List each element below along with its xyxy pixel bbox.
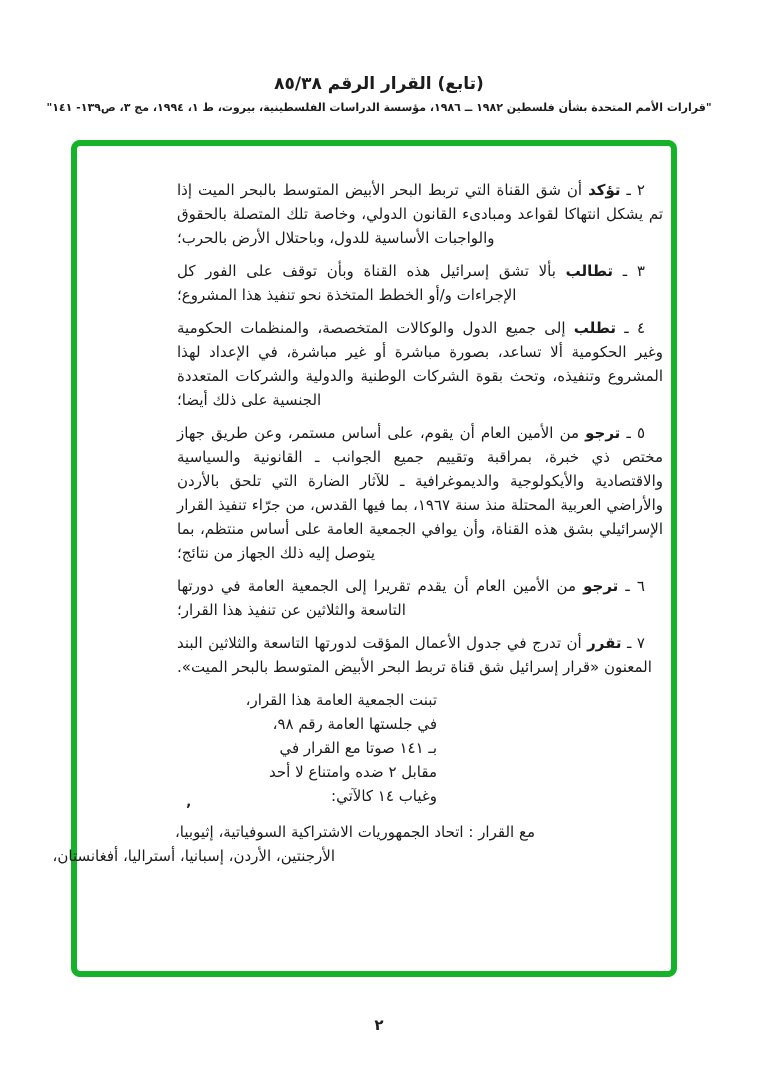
paragraph-number: ٤ ـ <box>624 319 645 337</box>
page-number: ٢ <box>374 1016 384 1034</box>
adoption-line: تبنت الجمعية العامة هذا القرار، <box>245 691 437 709</box>
vote-list <box>52 820 663 868</box>
adoption-note <box>177 688 437 808</box>
paragraph-text: أن شق القناة التي تربط البحر الأبيض المتوسط بالبحر الميت إذا تم يشكل انتهاكا لقواعد ومبادىء القانون الدولي، وخاصة تلك المتصلة بالحقوق والواجبات الأساسية للدول، وباحتلال الأرض بالحرب؛ <box>177 181 663 247</box>
document-header <box>0 74 758 114</box>
operative-verb: تطلب <box>573 319 617 337</box>
vote-line: الأرجنتين، الأردن، إسبانيا، أستراليا، أفغانستان، <box>52 847 335 865</box>
resolution-paragraph <box>177 421 663 565</box>
operative-verb: تطالب <box>565 262 614 280</box>
resolution-paragraph <box>177 316 663 412</box>
paragraph-number: ٦ ـ <box>625 577 645 595</box>
adoption-line: مقابل ٢ ضده وامتناع لا أحد <box>269 763 437 781</box>
paragraph-text: بألا تشق إسرائيل هذه القناة وبأن توقف على الفور كل الإجراءات و/أو الخطط المتخذة نحو تنفيذ هذا المشروع؛ <box>177 262 556 304</box>
paragraph-text: من الأمين العام أن يقدم تقريرا إلى الجمعية العامة في دورتها التاسعة والثلاثين عن تنفيذ هذا القرار؛ <box>177 577 577 619</box>
document-title: (تابع) القرار الرقم ٨٥/٣٨ <box>274 74 484 94</box>
resolution-paragraph <box>177 574 663 622</box>
operative-verb: تؤكد <box>588 181 621 199</box>
paragraph-number: ٧ ـ <box>627 634 645 652</box>
vote-line: مع القرار : اتحاد الجمهوريات الاشتراكية السوفياتية، إثيوبيا، <box>174 823 535 841</box>
footnote-mark: ٬ <box>186 802 192 818</box>
paragraph-text: إلى جميع الدول والوكالات المتخصصة، والمنظمات الحكومية وغير الحكومية ألا تساعد، بصورة مباشرة أو غير مباشرة، في الإعداد لهذا المشروع وتنفيذه، وتحث بقوة الشركات الوطنية والدولية والشركات المتعددة الجنسية على ذلك أيضا؛ <box>177 319 663 409</box>
operative-verb: ترجو <box>585 424 621 442</box>
paragraph-text: أن تدرج في جدول الأعمال المؤقت لدورتها التاسعة والثلاثين البند المعنون «قرار إسرائيل شق قناة تربط البحر الأبيض المتوسط بالبحر الميت». <box>177 634 652 676</box>
adoption-line: بـ ١٤١ صوتا مع القرار في <box>279 739 437 757</box>
paragraph-number: ٥ ـ <box>626 424 645 442</box>
resolution-paragraph <box>177 259 663 307</box>
resolution-paragraph <box>177 631 663 679</box>
paragraph-number: ٢ ـ <box>626 181 645 199</box>
paragraph-text: من الأمين العام أن يقوم، على أساس مستمر، وعن طريق جهاز مختص ذي خبرة، بمراقبة وتقييم جميع الجوانب ـ القانونية والسياسية والاقتصادية والأيكولوجية والديموغرافية ـ للآثار الضارة التي تلحق بالأردن والأراضي العربية المحتلة منذ سنة ١٩٦٧، بما فيها القدس، من جرّاء تنفيذ القرار الإسرائيلي بشق هذه القناة، وأن يوافي الجمعية العامة على أساس منتظم، بما يتوصل إليه ذلك الجهاز من نتائج؛ <box>177 424 663 562</box>
operative-verb: ترجو <box>583 577 619 595</box>
paragraph-number: ٣ ـ <box>622 262 645 280</box>
operative-verb: تقرر <box>587 634 622 652</box>
adoption-line: وغياب ١٤ كالآتي: <box>331 787 437 805</box>
adoption-line: في جلستها العامة رقم ٩٨، <box>272 715 437 733</box>
resolution-paragraph <box>177 178 663 250</box>
resolution-body <box>52 178 663 868</box>
highlight-frame <box>52 140 677 977</box>
source-citation: "قرارات الأمم المتحدة بشأن فلسطين ١٩٨٢ ــ ١٩٨٦، مؤسسة الدراسات الفلسطينية، بيروت، ط ١، ١٩٩٤، مج ٣، ص١٣٩- ١٤١" <box>46 101 712 114</box>
